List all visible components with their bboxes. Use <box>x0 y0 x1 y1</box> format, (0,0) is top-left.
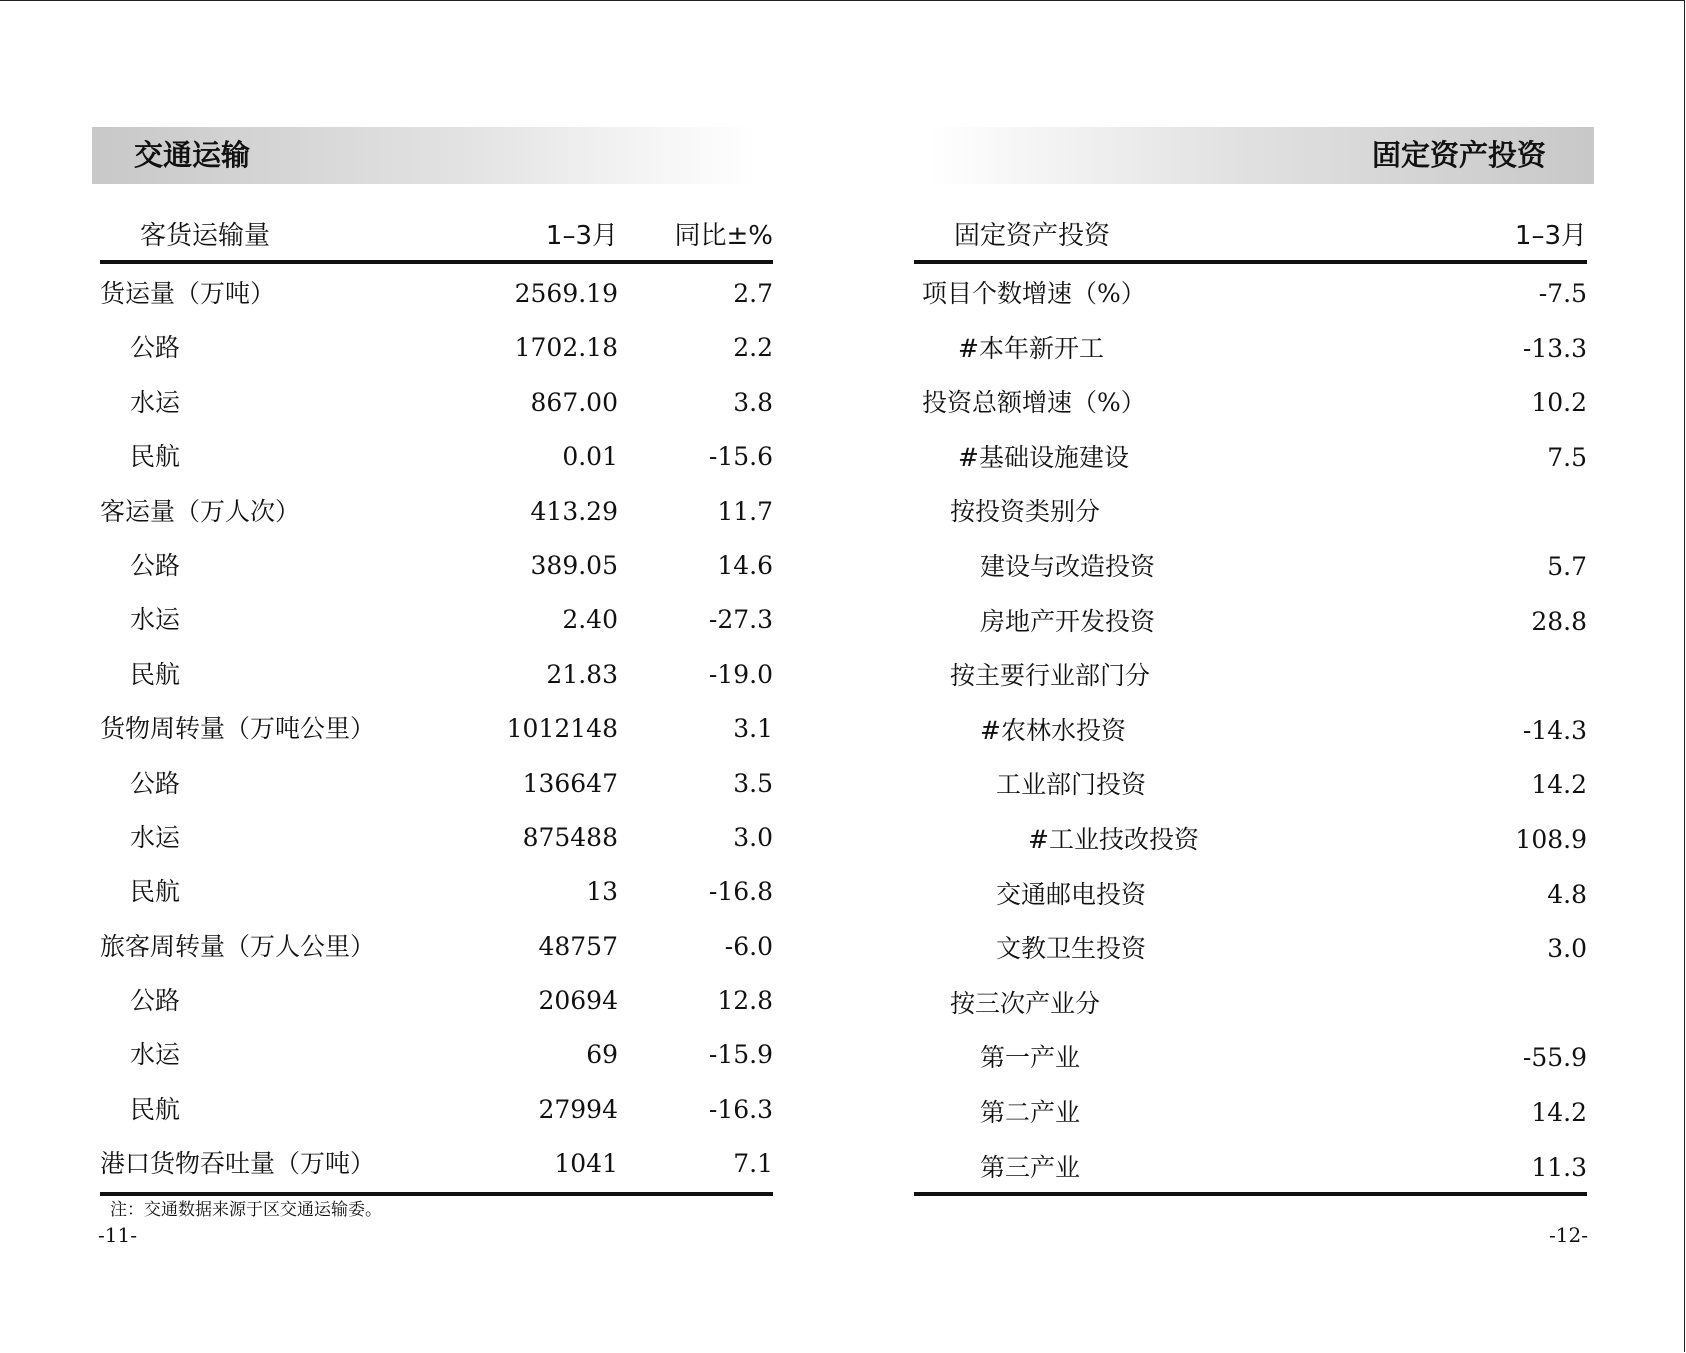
row-label: 房地产开发投资 <box>980 606 1156 636</box>
page-number-right: -12- <box>1549 1223 1588 1247</box>
row-value: 867.00 <box>530 387 618 417</box>
row-change: 2.2 <box>733 333 773 363</box>
row-change: 14.6 <box>717 550 773 580</box>
table-row <box>914 758 1587 813</box>
row-value: 27994 <box>538 1094 618 1124</box>
row-change: 7.1 <box>733 1149 773 1179</box>
investment-header-period: 1–3月 <box>1514 221 1587 251</box>
row-value: 10.2 <box>1531 388 1587 418</box>
row-label: 民航 <box>130 877 181 907</box>
table-row <box>914 595 1587 650</box>
investment-table-header <box>914 212 1587 264</box>
row-value: 13 <box>586 877 618 907</box>
table-row <box>100 267 773 321</box>
table-row <box>100 757 773 811</box>
row-value: 48757 <box>538 931 618 961</box>
transport-table-bottom-rule <box>100 1192 773 1196</box>
row-change: -15.6 <box>708 442 773 472</box>
transport-table-header <box>100 212 773 264</box>
row-value: 389.05 <box>530 550 618 580</box>
row-change: 2.7 <box>733 279 773 308</box>
row-change: -27.3 <box>708 605 773 635</box>
transport-footnote: 注：交通数据来源于区交通运输委。 <box>110 1200 382 1220</box>
table-row <box>100 1083 773 1137</box>
row-value: 2569.19 <box>514 279 618 308</box>
transport-header-period: 1–3月 <box>545 221 618 251</box>
row-value: -55.9 <box>1522 1043 1587 1073</box>
row-label: 货物周转量（万吨公里） <box>100 714 376 744</box>
row-value: 0.01 <box>562 442 618 472</box>
row-label: 旅客周转量（万人公里） <box>100 931 376 961</box>
row-value: -7.5 <box>1538 279 1587 308</box>
table-row <box>100 376 773 430</box>
table-row <box>100 865 773 919</box>
row-label: 民航 <box>130 1094 181 1124</box>
investment-table-body <box>914 267 1587 1195</box>
row-label: 项目个数增速（%） <box>922 279 1146 308</box>
row-value: -13.3 <box>1522 333 1587 363</box>
table-row <box>100 321 773 375</box>
table-row <box>100 485 773 539</box>
table-row <box>100 811 773 865</box>
row-value: 1012148 <box>506 714 618 744</box>
row-change: 3.5 <box>733 768 773 798</box>
investment-header-label: 固定资产投资 <box>954 221 1111 251</box>
row-label: 按投资类别分 <box>950 497 1101 527</box>
row-value: 4.8 <box>1547 879 1587 909</box>
row-value: 21.83 <box>546 659 618 689</box>
table-row <box>914 704 1587 759</box>
transport-header-change: 同比±% <box>674 221 773 251</box>
row-label: 货运量（万吨） <box>100 279 276 308</box>
row-label: 建设与改造投资 <box>980 551 1156 581</box>
table-row <box>100 648 773 702</box>
table-row <box>914 376 1587 431</box>
row-value: 28.8 <box>1531 606 1587 636</box>
table-row <box>914 1086 1587 1141</box>
row-change: 11.7 <box>717 496 773 526</box>
row-value: 108.9 <box>1515 824 1587 854</box>
row-value: 7.5 <box>1547 442 1587 472</box>
table-row <box>914 540 1587 595</box>
page-number-left: -11- <box>98 1223 137 1247</box>
table-row <box>914 922 1587 977</box>
row-change: 3.8 <box>733 387 773 417</box>
row-change: -19.0 <box>708 659 773 689</box>
row-change: 12.8 <box>717 986 773 1016</box>
row-label: #农林水投资 <box>980 715 1126 745</box>
row-label: #本年新开工 <box>958 333 1104 363</box>
row-label: #基础设施建设 <box>958 442 1129 472</box>
row-value: 14.2 <box>1531 1097 1587 1127</box>
row-label: 投资总额增速（%） <box>922 388 1146 418</box>
row-label: 水运 <box>130 605 181 635</box>
row-value: 413.29 <box>530 496 618 526</box>
table-row <box>100 1137 773 1191</box>
row-change: -16.8 <box>708 877 773 907</box>
row-value: 20694 <box>538 986 618 1016</box>
row-label: 公路 <box>130 986 181 1016</box>
investment-table-bottom-rule <box>914 1192 1587 1196</box>
row-label: 文教卫生投资 <box>996 934 1147 964</box>
table-row <box>100 539 773 593</box>
table-row <box>914 649 1587 704</box>
section-title-investment: 固定资产投资 <box>928 127 1594 184</box>
row-label: 水运 <box>130 822 181 852</box>
row-value: 69 <box>586 1040 618 1070</box>
row-label: #工业技改投资 <box>1028 824 1199 854</box>
row-change: -15.9 <box>708 1040 773 1070</box>
row-label: 第二产业 <box>980 1097 1081 1127</box>
row-value: 875488 <box>522 822 618 852</box>
table-row <box>914 431 1587 486</box>
row-label: 公路 <box>130 550 181 580</box>
row-value: -14.3 <box>1522 715 1587 745</box>
row-change: -16.3 <box>708 1094 773 1124</box>
section-title-transport: 交通运输 <box>92 127 757 184</box>
transport-table-body <box>100 267 773 1192</box>
row-label: 公路 <box>130 768 181 798</box>
table-row <box>100 1028 773 1082</box>
row-label: 工业部门投资 <box>996 770 1147 800</box>
row-value: 2.40 <box>562 605 618 635</box>
row-change: -6.0 <box>724 931 773 961</box>
table-row <box>100 593 773 647</box>
table-row <box>914 267 1587 322</box>
table-row <box>914 977 1587 1032</box>
table-row <box>914 1031 1587 1086</box>
table-row <box>100 430 773 484</box>
row-value: 5.7 <box>1547 551 1587 581</box>
row-change: 3.1 <box>733 714 773 744</box>
row-label: 港口货物吞吐量（万吨） <box>100 1149 376 1179</box>
row-label: 水运 <box>130 387 181 417</box>
row-value: 11.3 <box>1531 1152 1587 1182</box>
row-value: 3.0 <box>1547 934 1587 964</box>
row-label: 公路 <box>130 333 181 363</box>
row-label: 民航 <box>130 442 181 472</box>
row-label: 水运 <box>130 1040 181 1070</box>
transport-header-label: 客货运输量 <box>140 221 271 251</box>
table-row <box>100 702 773 756</box>
row-label: 第一产业 <box>980 1043 1081 1073</box>
row-label: 按三次产业分 <box>950 988 1101 1018</box>
table-row <box>914 1141 1587 1196</box>
row-value: 14.2 <box>1531 770 1587 800</box>
row-label: 按主要行业部门分 <box>950 661 1151 691</box>
row-label: 民航 <box>130 659 181 689</box>
row-label: 第三产业 <box>980 1152 1081 1182</box>
table-row <box>914 485 1587 540</box>
row-value: 1702.18 <box>514 333 618 363</box>
table-row <box>100 974 773 1028</box>
table-row <box>914 322 1587 377</box>
row-change: 3.0 <box>733 822 773 852</box>
table-row <box>914 868 1587 923</box>
row-label: 交通邮电投资 <box>996 879 1147 909</box>
table-row <box>100 920 773 974</box>
row-value: 136647 <box>522 768 618 798</box>
table-row <box>914 813 1587 868</box>
row-value: 1041 <box>554 1149 618 1179</box>
row-label: 客运量（万人次） <box>100 496 301 526</box>
